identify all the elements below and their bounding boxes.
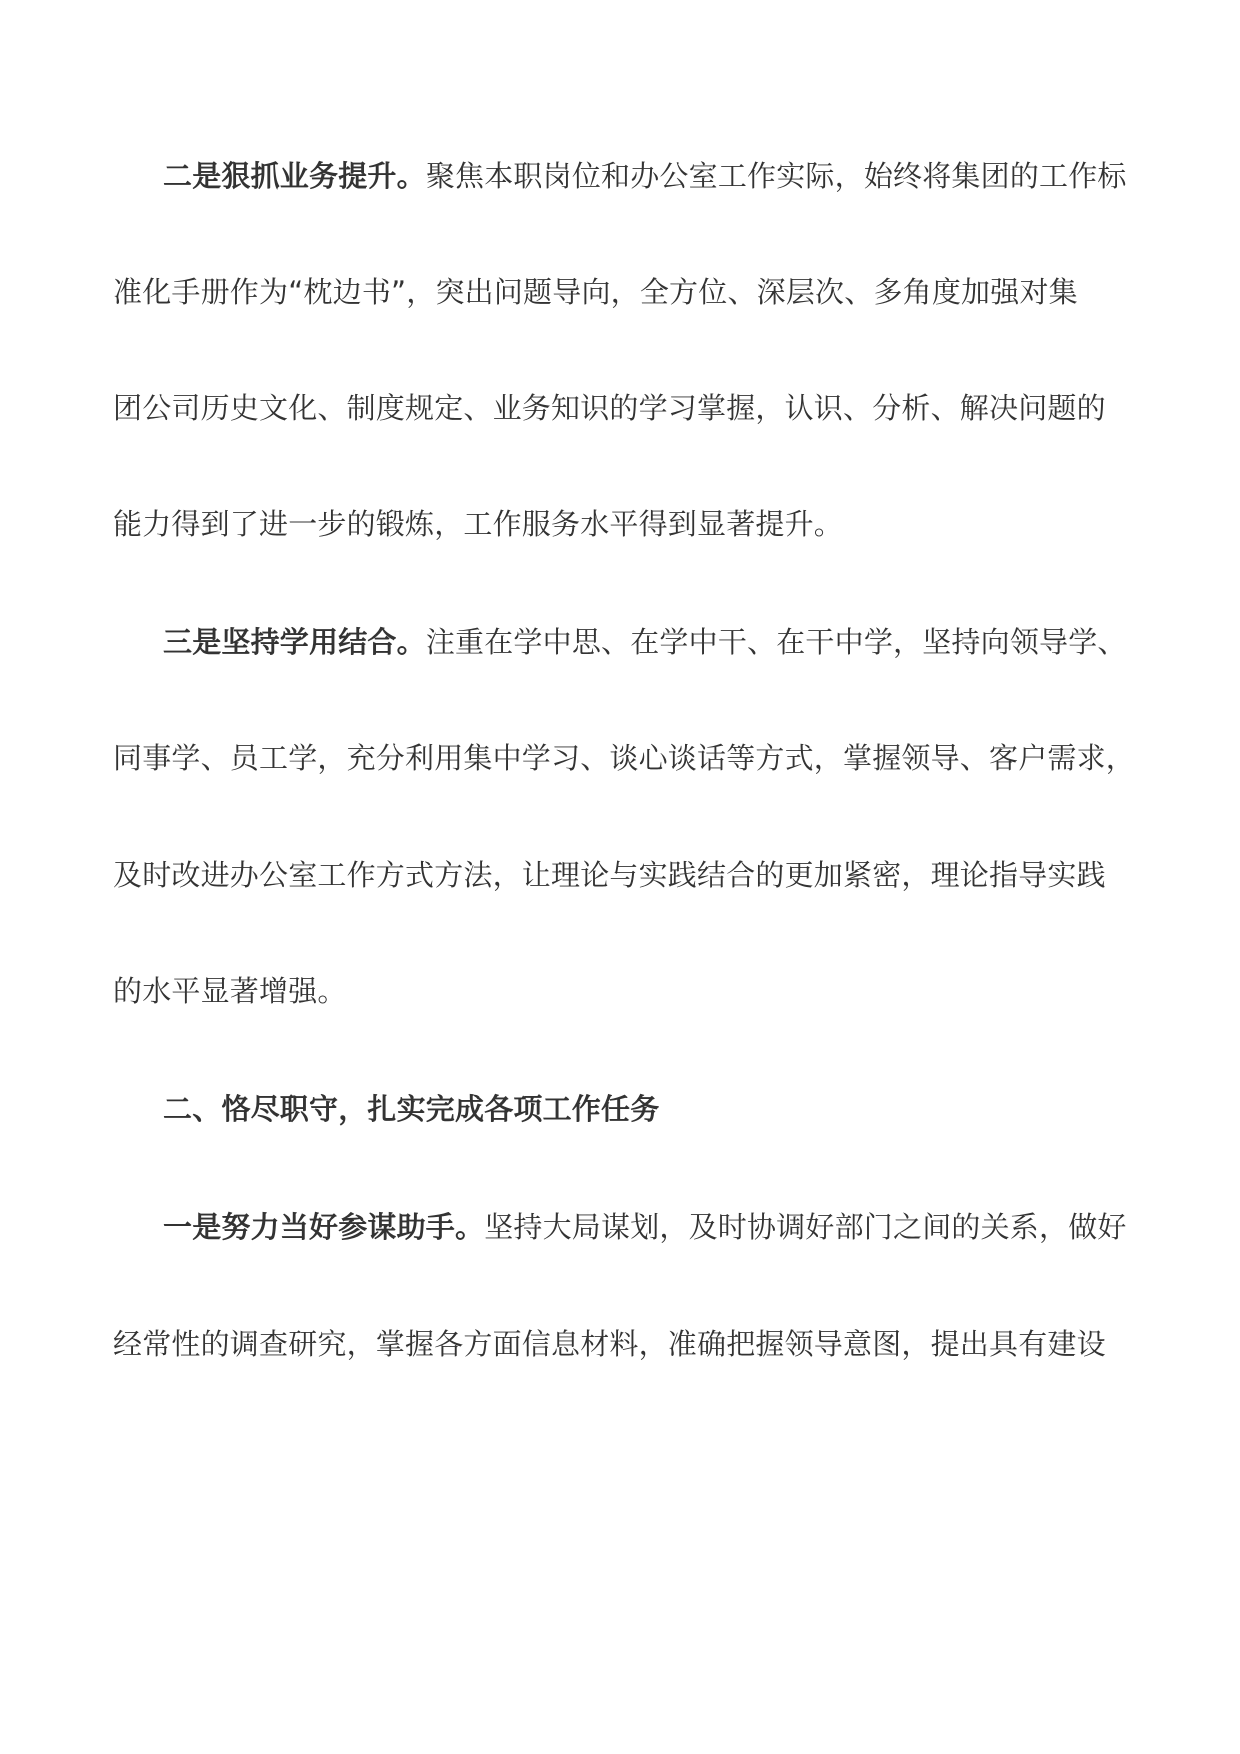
paragraph-line: 经常性的调查研究，掌握各方面信息材料，准确把握领导意图，提出具有建设 — [113, 1327, 1106, 1361]
paragraph-text: 聚焦本职岗位和办公室工作实际，始终将集团的工作标 — [425, 159, 1127, 193]
paragraph-line — [163, 1207, 1127, 1247]
paragraph-lead: 一是努力当好参谋助手。 — [163, 1210, 485, 1244]
paragraph-line: 及时改进办公室工作方式方法，让理论与实践结合的更加紧密，理论指导实践 — [113, 858, 1106, 892]
paragraph-text: 注重在学中思、在学中干、在干中学，坚持向领导学、 — [425, 625, 1127, 659]
paragraph-line — [163, 622, 1127, 662]
paragraph-lead: 三是坚持学用结合。 — [163, 625, 426, 659]
paragraph-line: 能力得到了进一步的锻炼，工作服务水平得到显著提升。 — [113, 507, 844, 541]
paragraph-lead: 二是狠抓业务提升。 — [163, 159, 426, 193]
paragraph-text: 坚持大局谋划，及时协调好部门之间的关系，做好 — [484, 1210, 1127, 1244]
paragraph-line: 的水平显著增强。 — [113, 974, 347, 1008]
paragraph-line: 团公司历史文化、制度规定、业务知识的学习掌握，认识、分析、解决问题的 — [113, 391, 1106, 425]
paragraph-line: 准化手册作为“枕边书”，突出问题导向，全方位、深层次、多角度加强对集 — [113, 275, 1078, 309]
section-heading: 二、恪尽职守，扎实完成各项工作任务 — [163, 1092, 660, 1126]
paragraph-line — [163, 156, 1127, 196]
paragraph-line: 同事学、员工学，充分利用集中学习、谈心谈话等方式，掌握领导、客户需求， — [113, 741, 1136, 775]
